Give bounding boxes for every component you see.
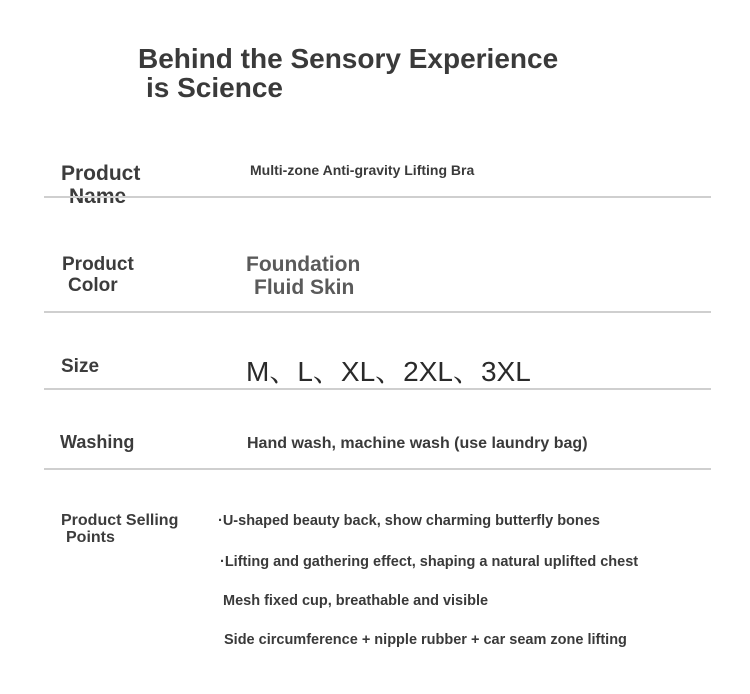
selling-point-2: ·Lifting and gathering effect, shaping a natural uplifted chest — [220, 554, 639, 570]
product-color-label-line2: Color — [68, 275, 118, 296]
product-color-value — [246, 253, 360, 299]
washing-value: Hand wash, machine wash (use laundry bag) — [247, 435, 588, 452]
selling-point-1: ·U-shaped beauty back, show charming butterfly bones — [218, 513, 600, 529]
divider-4 — [44, 468, 711, 470]
selling-points-label-line1: Product Selling — [61, 512, 179, 529]
product-name-value: Multi-zone Anti-gravity Lifting Bra — [250, 162, 475, 178]
selling-points-label — [61, 512, 178, 546]
title-line-1: Behind the Sensory Experience — [138, 43, 559, 74]
title-line-2: is Science — [146, 72, 283, 103]
size-label: Size — [61, 356, 100, 377]
divider-2 — [44, 311, 711, 313]
divider-1 — [44, 196, 711, 198]
size-value: M、L、XL、2XL、3XL — [246, 356, 531, 387]
selling-point-4: Side circumference + nipple rubber + car seam zone lifting — [224, 632, 627, 648]
product-name-label — [61, 162, 140, 208]
product-color-value-line1: Foundation — [246, 253, 361, 276]
selling-point-3: Mesh fixed cup, breathable and visible — [223, 593, 489, 609]
selling-points-label-line2: Points — [66, 529, 115, 546]
washing-label: Washing — [60, 432, 135, 452]
page-title — [138, 44, 658, 102]
divider-3 — [44, 388, 711, 390]
product-color-label — [62, 254, 134, 296]
product-color-label-line1: Product — [62, 254, 134, 275]
product-name-label-line2: Name — [69, 185, 127, 208]
product-name-label-line1: Product — [61, 162, 141, 185]
product-color-value-line2: Fluid Skin — [254, 276, 355, 299]
